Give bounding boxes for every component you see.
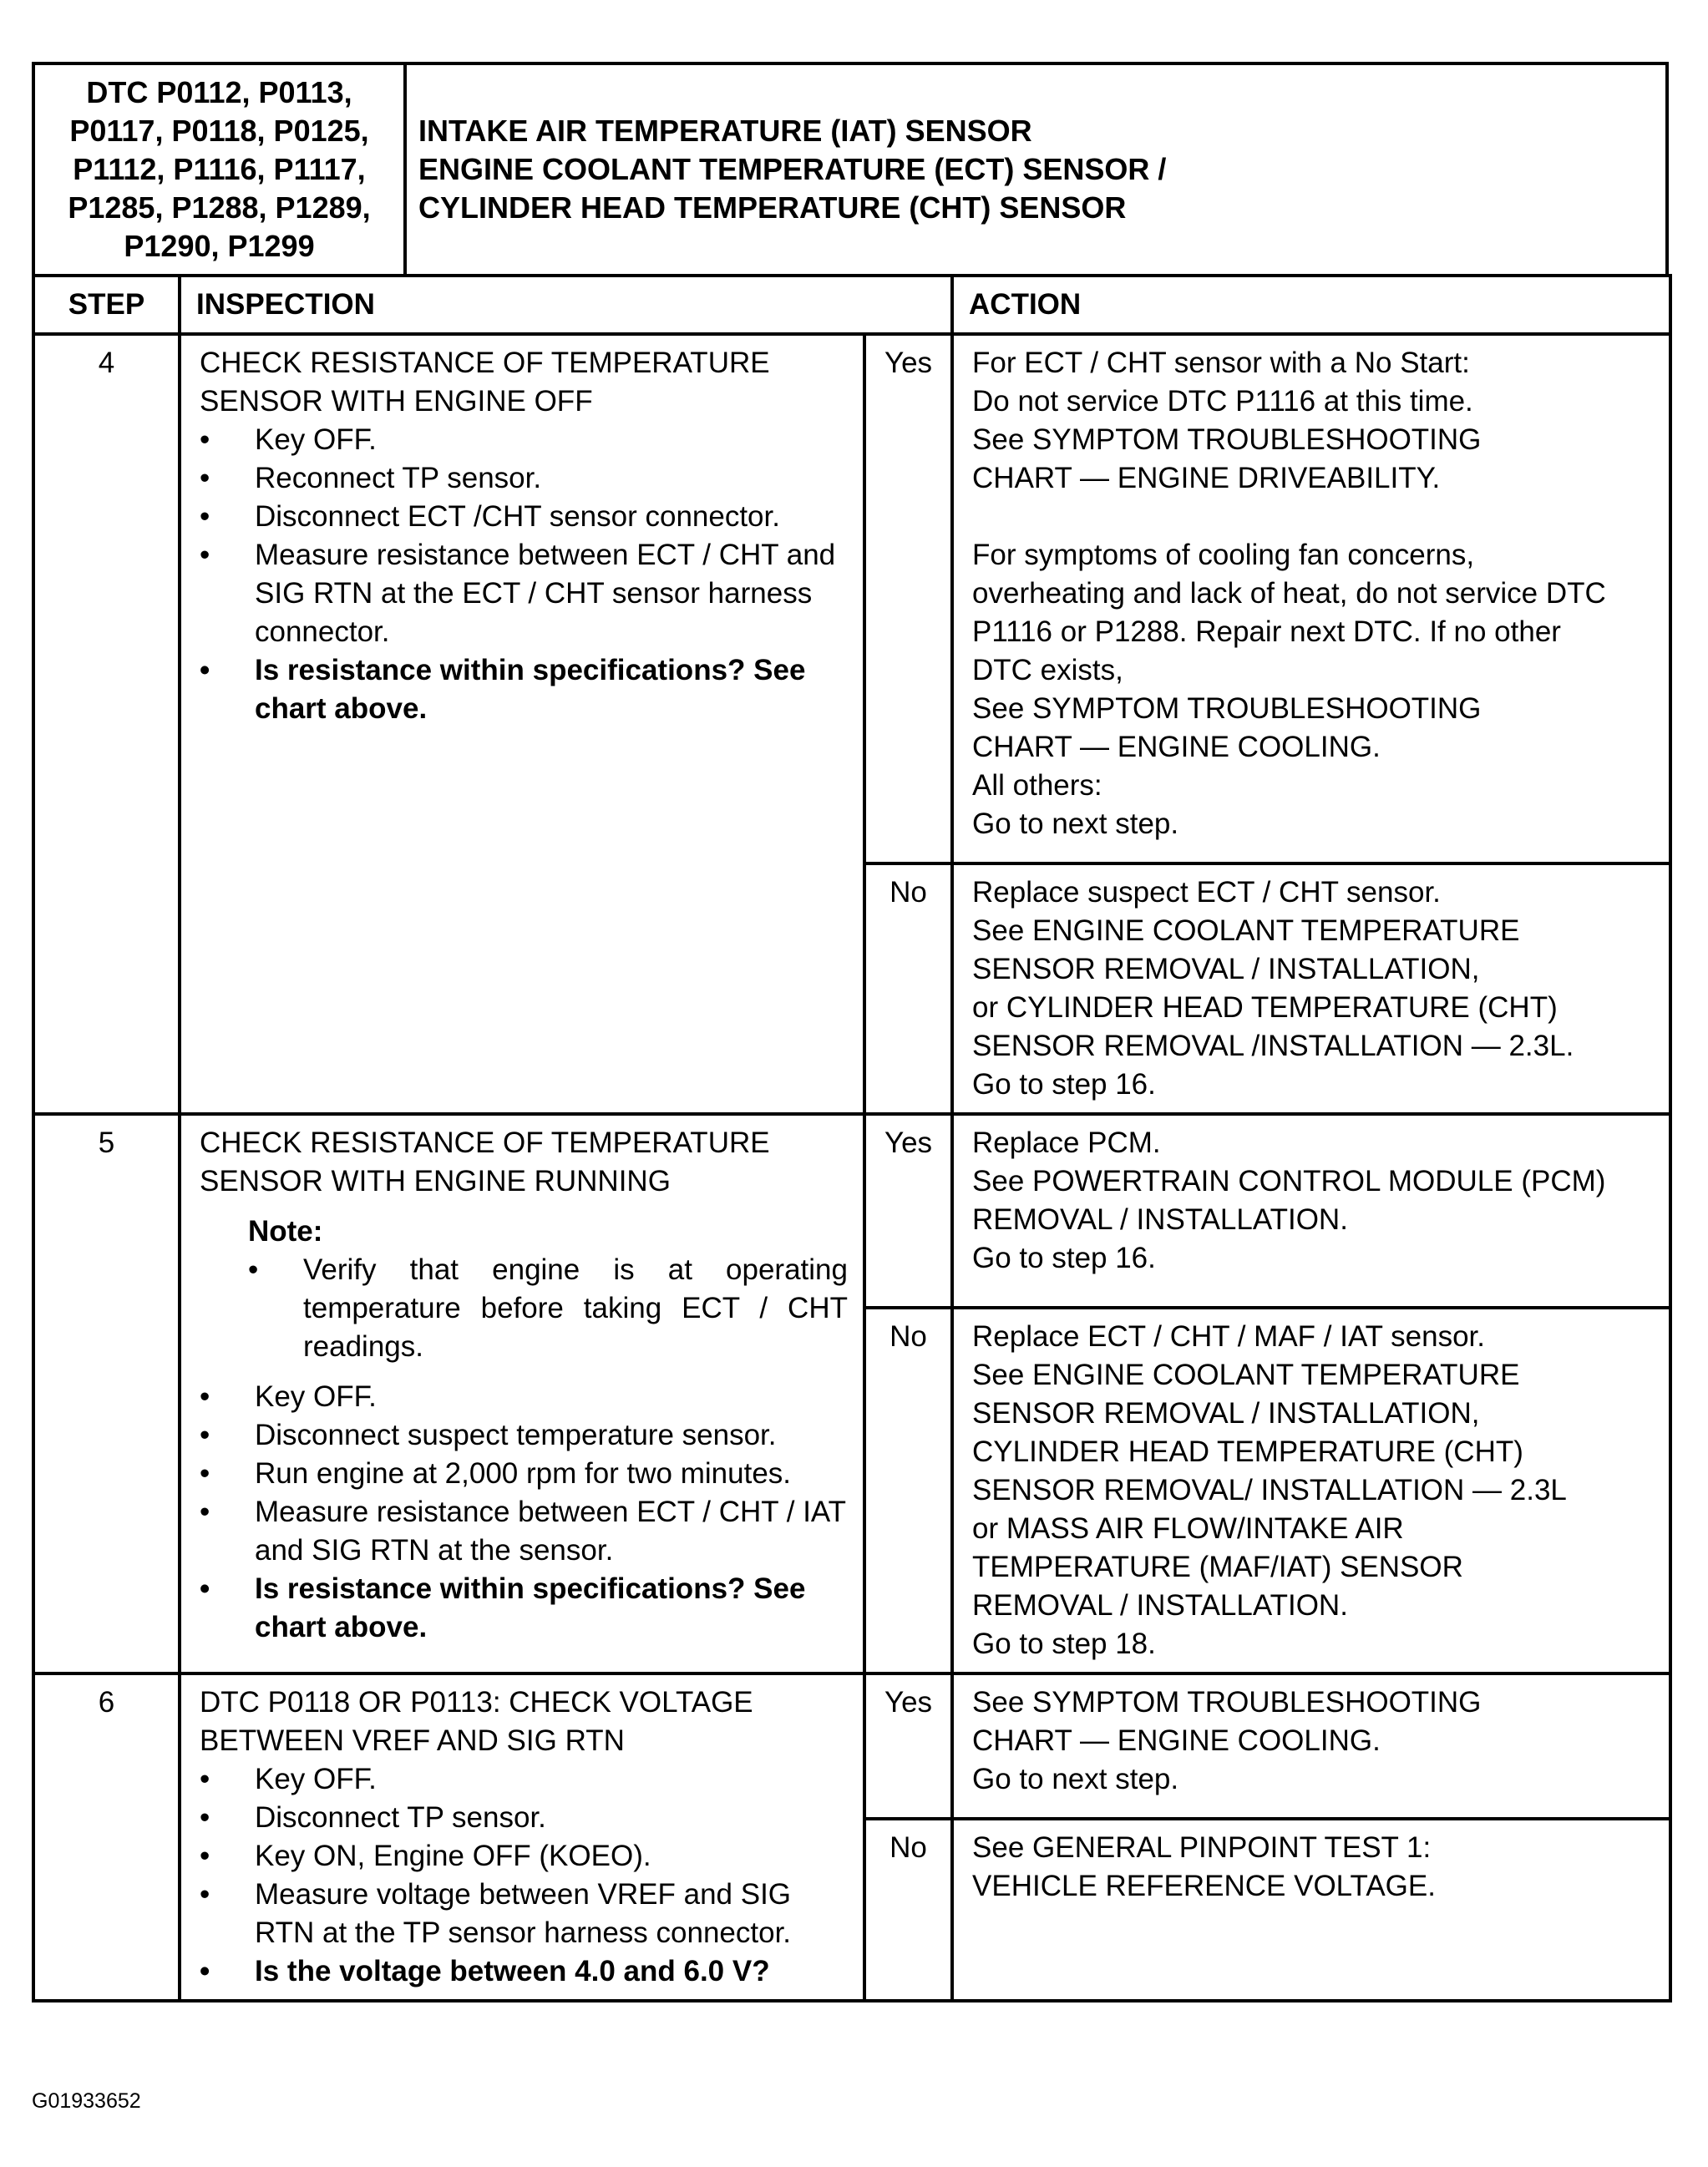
action-line: CHART — ENGINE COOLING. (972, 731, 1381, 763)
bullet-item: • Key ON, Engine OFF (KOEO). (200, 1837, 848, 1876)
bullet-item: • Disconnect TP sensor. (200, 1799, 848, 1837)
action-line: overheating and lack of heat, do not service DTC (972, 577, 1606, 610)
title-line: CYLINDER HEAD TEMPERATURE (CHT) SENSOR (418, 190, 1127, 225)
action-line: Go to next step. (972, 808, 1179, 840)
action-line: For symptoms of cooling fan concerns, (972, 539, 1475, 571)
column-header-row (33, 276, 1670, 334)
step-row (33, 334, 1670, 863)
no-action-cell (952, 1819, 1670, 2001)
bullet-item: • Run engine at 2,000 rpm for two minutes. (200, 1455, 848, 1493)
yes-label: Yes (864, 1114, 952, 1308)
bullet-question: • Is resistance within specifications? See chart above. (200, 651, 848, 728)
bullet-item: • Key OFF. (200, 1760, 848, 1799)
inspection-title-line: DTC P0118 OR P0113: CHECK VOLTAGE (200, 1686, 753, 1719)
bullet-item: • Reconnect TP sensor. (200, 459, 848, 498)
step-number: 5 (33, 1114, 180, 1673)
sensor-title-cell (405, 63, 1667, 276)
no-label: No (864, 1308, 952, 1673)
yes-action-cell (952, 1114, 1670, 1308)
action-line: All others: (972, 769, 1102, 802)
action-line: CYLINDER HEAD TEMPERATURE (CHT) (972, 1435, 1523, 1468)
inspection-cell (180, 1673, 864, 2001)
action-line: See SYMPTOM TROUBLESHOOTING (972, 692, 1482, 725)
inspection-cell (180, 1114, 864, 1673)
action-line: For ECT / CHT sensor with a No Start: (972, 347, 1470, 379)
no-label: No (864, 1819, 952, 2001)
inspection-title-line: BETWEEN VREF AND SIG RTN (200, 1724, 625, 1757)
dtc-codes-cell (33, 63, 405, 276)
action-line: See SYMPTOM TROUBLESHOOTING (972, 1686, 1482, 1719)
step-number: 6 (33, 1673, 180, 2001)
action-line: CHART — ENGINE COOLING. (972, 1724, 1381, 1757)
step-number: 4 (33, 334, 180, 1114)
dtc-line: DTC P0112, P0113, (86, 75, 352, 109)
action-line: or MASS AIR FLOW/INTAKE AIR (972, 1512, 1404, 1545)
action-line: TEMPERATURE (MAF/IAT) SENSOR (972, 1551, 1463, 1583)
action-line: Go to next step. (972, 1763, 1179, 1795)
bullet-item: • Measure resistance between ECT / CHT and SIG RTN at the ECT / CHT sensor harness connector. (200, 536, 848, 651)
action-line: Go to step 16. (972, 1242, 1156, 1274)
action-line: SENSOR REMOVAL /INSTALLATION — 2.3L. (972, 1030, 1574, 1062)
note-bullets (248, 1251, 848, 1366)
action-line: SENSOR REMOVAL/ INSTALLATION — 2.3L (972, 1474, 1567, 1506)
yes-action-cell (952, 1673, 1670, 1819)
inspection-column-header: INSPECTION (180, 276, 952, 334)
step-row (33, 1673, 1670, 1819)
action-line: See GENERAL PINPOINT TEST 1: (972, 1831, 1432, 1864)
action-line: REMOVAL / INSTALLATION. (972, 1589, 1348, 1622)
bullet-item: • Key OFF. (200, 1378, 848, 1416)
action-line: Replace ECT / CHT / MAF / IAT sensor. (972, 1320, 1486, 1353)
bullet-question: • Is resistance within specifications? See chart above. (200, 1570, 848, 1647)
bullet-item: • Measure resistance between ECT / CHT / IAT and SIG RTN at the sensor. (200, 1493, 848, 1570)
header-table (32, 62, 1669, 277)
bullet-item: • Key OFF. (200, 421, 848, 459)
inspection-bullets (200, 1378, 848, 1647)
action-line: REMOVAL / INSTALLATION. (972, 1203, 1348, 1236)
no-label: No (864, 863, 952, 1114)
dtc-line: P1112, P1116, P1117, (73, 152, 366, 186)
title-line: INTAKE AIR TEMPERATURE (IAT) SENSOR (418, 114, 1032, 148)
note-block (248, 1213, 848, 1366)
action-line: SENSOR REMOVAL / INSTALLATION, (972, 953, 1480, 985)
spacer (972, 498, 1660, 536)
action-line: See POWERTRAIN CONTROL MODULE (PCM) (972, 1165, 1606, 1197)
action-line: VEHICLE REFERENCE VOLTAGE. (972, 1870, 1436, 1902)
inspection-title-line: SENSOR WITH ENGINE OFF (200, 385, 593, 418)
note-label: Note: (248, 1215, 323, 1248)
yes-label: Yes (864, 334, 952, 863)
inspection-title-line: SENSOR WITH ENGINE RUNNING (200, 1165, 671, 1197)
action-line: Go to step 18. (972, 1628, 1156, 1660)
inspection-bullets (200, 1760, 848, 1991)
yes-action-cell (952, 334, 1670, 863)
action-line: CHART — ENGINE DRIVEABILITY. (972, 462, 1441, 494)
bullet-item: • Measure voltage between VREF and SIG RTN at the TP sensor harness connector. (200, 1876, 848, 1952)
title-line: ENGINE COOLANT TEMPERATURE (ECT) SENSOR / (418, 152, 1167, 186)
inspection-cell (180, 334, 864, 1114)
action-line: DTC exists, (972, 654, 1123, 686)
no-action-cell (952, 1308, 1670, 1673)
action-line: See SYMPTOM TROUBLESHOOTING (972, 423, 1482, 456)
action-line: Do not service DTC P1116 at this time. (972, 385, 1473, 418)
inspection-bullets (200, 421, 848, 728)
figure-code: G01933652 (32, 2089, 141, 2113)
step-row (33, 1114, 1670, 1308)
action-line: Replace suspect ECT / CHT sensor. (972, 876, 1441, 909)
action-column-header: ACTION (952, 276, 1670, 334)
dtc-line: P1290, P1299 (124, 229, 315, 263)
inspection-title-line: CHECK RESISTANCE OF TEMPERATURE (200, 1127, 770, 1159)
diagnostic-document (32, 62, 1669, 2002)
action-line: Go to step 16. (972, 1068, 1156, 1101)
action-line: See ENGINE COOLANT TEMPERATURE (972, 914, 1520, 947)
action-line: SENSOR REMOVAL / INSTALLATION, (972, 1397, 1480, 1430)
dtc-line: P0117, P0118, P0125, (69, 114, 369, 148)
action-line: See ENGINE COOLANT TEMPERATURE (972, 1359, 1520, 1391)
bullet-item: • Disconnect suspect temperature sensor. (200, 1416, 848, 1455)
procedure-table (32, 274, 1672, 2002)
note-item: • Verify that engine is at operating temperature before taking ECT / CHT readings. (248, 1251, 848, 1366)
inspection-title-line: CHECK RESISTANCE OF TEMPERATURE (200, 347, 770, 379)
yes-label: Yes (864, 1673, 952, 1819)
action-line: P1116 or P1288. Repair next DTC. If no other (972, 615, 1561, 648)
no-action-cell (952, 863, 1670, 1114)
action-line: Replace PCM. (972, 1127, 1161, 1159)
bullet-question: • Is the voltage between 4.0 and 6.0 V? (200, 1952, 848, 1991)
action-line: or CYLINDER HEAD TEMPERATURE (CHT) (972, 991, 1558, 1024)
dtc-line: P1285, P1288, P1289, (68, 190, 371, 225)
step-column-header: STEP (33, 276, 180, 334)
bullet-item: • Disconnect ECT /CHT sensor connector. (200, 498, 848, 536)
